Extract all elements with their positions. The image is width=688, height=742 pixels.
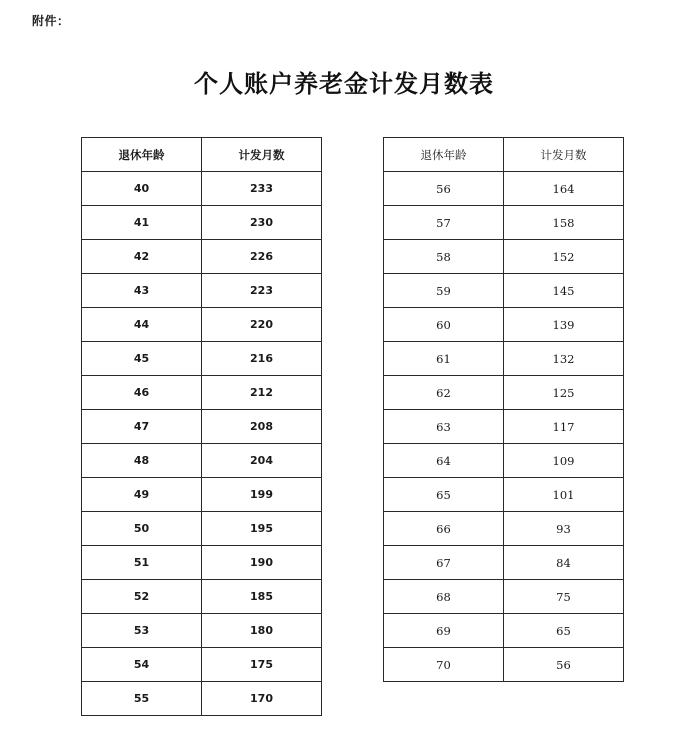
table-row (82, 410, 322, 444)
payout-months-cell: 204 (202, 444, 322, 478)
retirement-age-cell: 67 (384, 546, 504, 580)
payout-months-cell: 216 (202, 342, 322, 376)
table-row (82, 342, 322, 376)
table-row (384, 376, 624, 410)
payout-months-cell: 233 (202, 172, 322, 206)
payout-months-cell: 139 (504, 308, 624, 342)
table-row (384, 648, 624, 682)
right-months-table (383, 137, 624, 682)
retirement-age-cell: 52 (82, 580, 202, 614)
payout-months-cell: 223 (202, 274, 322, 308)
document-title: 个人账户养老金计发月数表 (194, 69, 494, 98)
retirement-age-cell: 56 (384, 172, 504, 206)
payout-months-cell: 101 (504, 478, 624, 512)
table-row (82, 376, 322, 410)
retirement-age-cell: 61 (384, 342, 504, 376)
retirement-age-cell: 69 (384, 614, 504, 648)
payout-months-cell: 212 (202, 376, 322, 410)
table-row (82, 546, 322, 580)
table-row (384, 342, 624, 376)
table-row (82, 206, 322, 240)
table-row (82, 172, 322, 206)
table-row (82, 308, 322, 342)
payout-months-cell: 84 (504, 546, 624, 580)
payout-months-cell: 65 (504, 614, 624, 648)
table-row (384, 444, 624, 478)
retirement-age-cell: 49 (82, 478, 202, 512)
table-header-row (384, 138, 624, 172)
retirement-age-cell: 51 (82, 546, 202, 580)
table-row (384, 308, 624, 342)
retirement-age-cell: 66 (384, 512, 504, 546)
retirement-age-cell: 44 (82, 308, 202, 342)
retirement-age-cell: 57 (384, 206, 504, 240)
payout-months-cell: 56 (504, 648, 624, 682)
table-row (384, 206, 624, 240)
table-row (82, 240, 322, 274)
payout-months-cell: 226 (202, 240, 322, 274)
payout-months-cell: 145 (504, 274, 624, 308)
retirement-age-cell: 50 (82, 512, 202, 546)
retirement-age-cell: 63 (384, 410, 504, 444)
table-row (82, 580, 322, 614)
table-row (82, 512, 322, 546)
table-row (384, 172, 624, 206)
table-row (82, 682, 322, 716)
retirement-age-cell: 65 (384, 478, 504, 512)
table-row (384, 614, 624, 648)
table-row (384, 240, 624, 274)
retirement-age-cell: 70 (384, 648, 504, 682)
header-payout-months: 计发月数 (202, 138, 322, 172)
retirement-age-cell: 53 (82, 614, 202, 648)
header-retirement-age: 退休年龄 (82, 138, 202, 172)
payout-months-cell: 93 (504, 512, 624, 546)
table-row (82, 274, 322, 308)
table-row (82, 478, 322, 512)
payout-months-cell: 164 (504, 172, 624, 206)
payout-months-cell: 152 (504, 240, 624, 274)
payout-months-cell: 208 (202, 410, 322, 444)
payout-months-cell: 170 (202, 682, 322, 716)
retirement-age-cell: 54 (82, 648, 202, 682)
table-row (384, 478, 624, 512)
retirement-age-cell: 43 (82, 274, 202, 308)
payout-months-cell: 199 (202, 478, 322, 512)
table-row (82, 648, 322, 682)
retirement-age-cell: 45 (82, 342, 202, 376)
payout-months-cell: 109 (504, 444, 624, 478)
retirement-age-cell: 62 (384, 376, 504, 410)
payout-months-cell: 230 (202, 206, 322, 240)
payout-months-cell: 132 (504, 342, 624, 376)
retirement-age-cell: 64 (384, 444, 504, 478)
payout-months-cell: 190 (202, 546, 322, 580)
retirement-age-cell: 47 (82, 410, 202, 444)
payout-months-cell: 117 (504, 410, 624, 444)
retirement-age-cell: 55 (82, 682, 202, 716)
table-row (384, 274, 624, 308)
table-header-row (82, 138, 322, 172)
header-payout-months: 计发月数 (504, 138, 624, 172)
payout-months-cell: 220 (202, 308, 322, 342)
header-retirement-age: 退休年龄 (384, 138, 504, 172)
retirement-age-cell: 59 (384, 274, 504, 308)
retirement-age-cell: 58 (384, 240, 504, 274)
table-row (384, 580, 624, 614)
retirement-age-cell: 41 (82, 206, 202, 240)
payout-months-cell: 125 (504, 376, 624, 410)
payout-months-cell: 158 (504, 206, 624, 240)
table-row (82, 614, 322, 648)
payout-months-cell: 75 (504, 580, 624, 614)
retirement-age-cell: 68 (384, 580, 504, 614)
retirement-age-cell: 48 (82, 444, 202, 478)
payout-months-cell: 195 (202, 512, 322, 546)
retirement-age-cell: 42 (82, 240, 202, 274)
attachment-label: 附件： (32, 14, 70, 28)
payout-months-cell: 175 (202, 648, 322, 682)
retirement-age-cell: 60 (384, 308, 504, 342)
retirement-age-cell: 40 (82, 172, 202, 206)
payout-months-cell: 180 (202, 614, 322, 648)
table-row (384, 410, 624, 444)
table-row (384, 512, 624, 546)
retirement-age-cell: 46 (82, 376, 202, 410)
table-row (82, 444, 322, 478)
left-months-table (81, 137, 322, 716)
payout-months-cell: 185 (202, 580, 322, 614)
table-row (384, 546, 624, 580)
